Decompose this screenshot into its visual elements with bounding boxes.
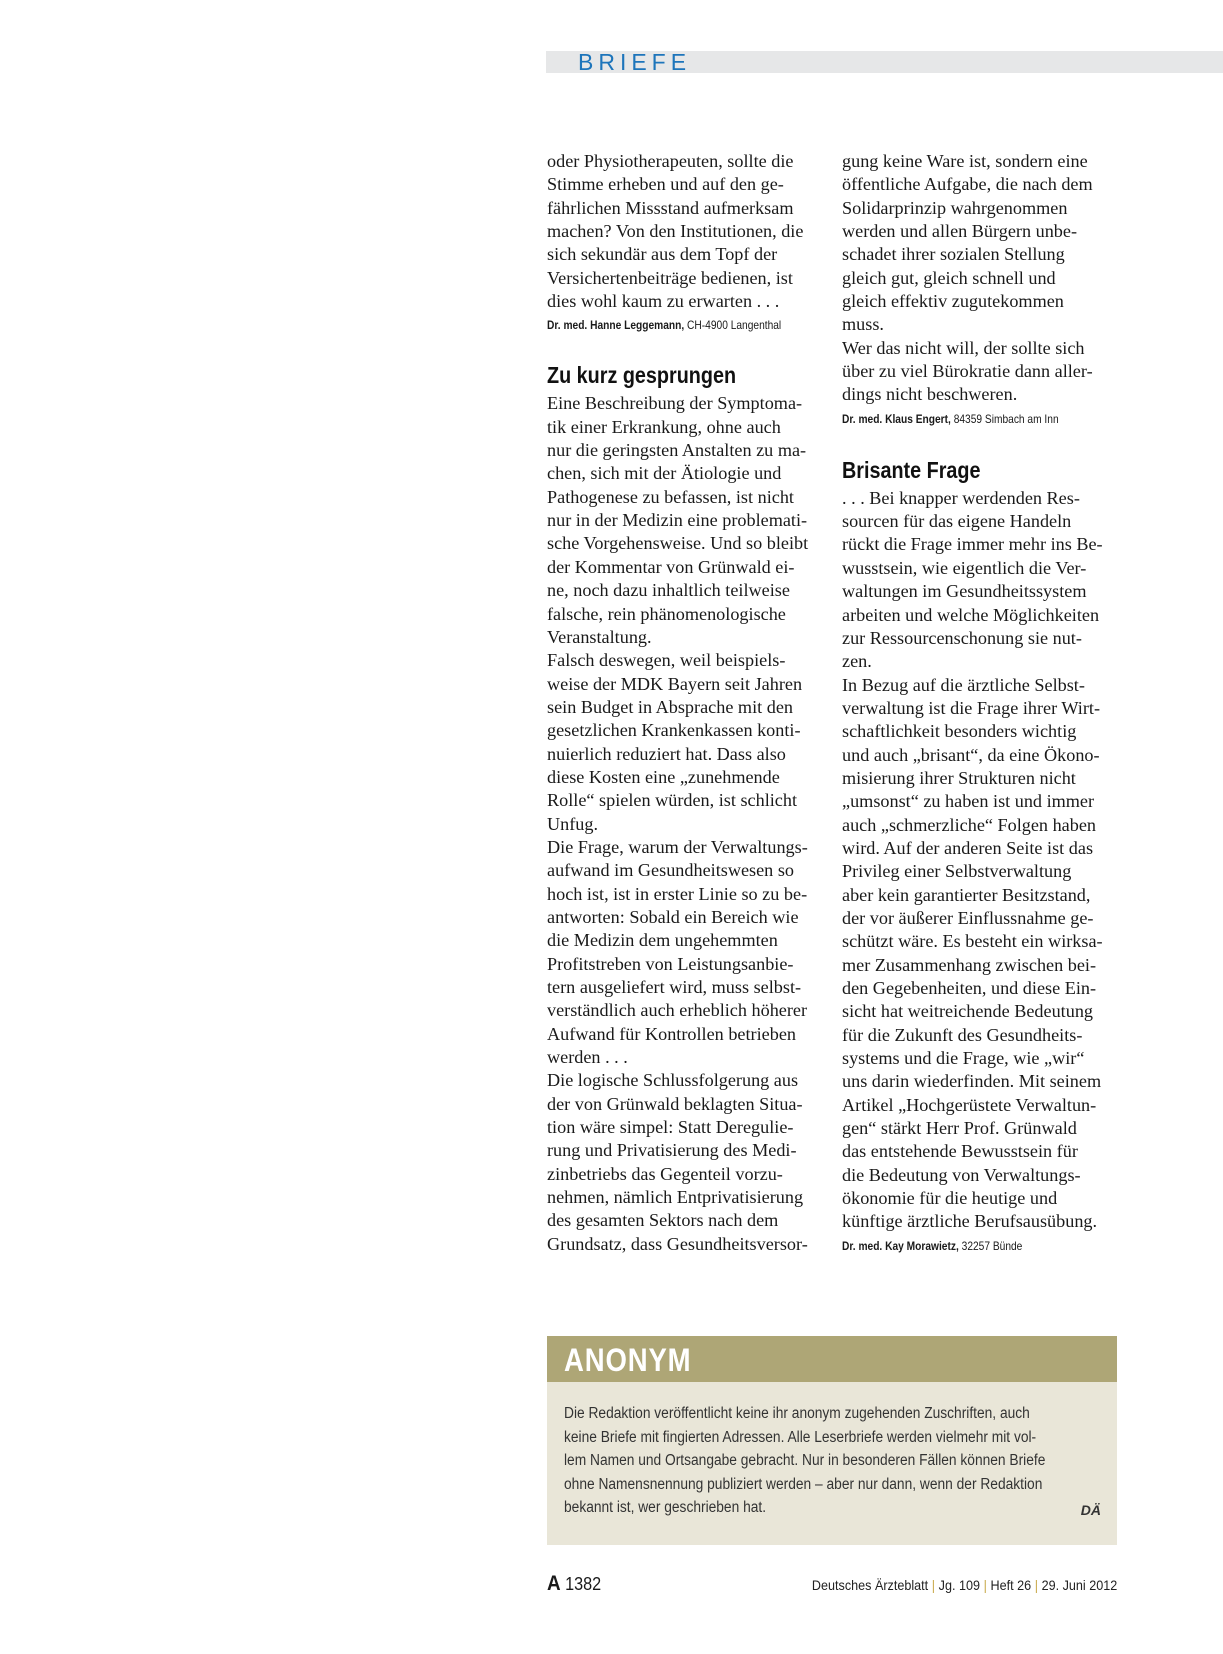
text-line: sicht hat weitreichende Bedeutung [842,1001,1094,1022]
page-number [547,1573,601,1595]
text-line: aber kein garantierter Besitzstand, [842,884,1091,905]
text-line: Stimme erheben und auf den ge- [547,174,784,195]
text-line: fährlichen Missstand aufmerksam [547,197,794,218]
text-line: werden . . . [547,1047,628,1068]
signature-place: 32257 Bünde [958,1239,1023,1253]
text-line: gung keine Ware ist, sondern eine [842,151,1088,171]
anonym-box-header [547,1336,1117,1382]
journal-volume: Jg. 109 [938,1577,980,1593]
text-line: weise der MDK Bayern seit Jahren [547,673,803,694]
text-line: sourcen für das eigene Handeln [842,511,1072,532]
intro-text [547,150,822,313]
text-line: chen, sich mit der Ätiologie und [547,463,782,484]
text-line: Eine Beschreibung der Symptoma- [547,393,803,414]
signature-name: Dr. med. Kay Morawietz, [842,1239,959,1253]
section-label: BRIEFE [578,49,692,75]
text-line: In Bezug auf die ärztliche Selbst- [842,674,1085,695]
text-line: systems und die Frage, wie „wir“ [842,1048,1085,1069]
text-line: werden und allen Bürgern unbe- [842,221,1078,242]
text-line: wird. Auf der anderen Seite ist das [842,837,1094,858]
text-line: rückt die Frage immer mehr ins Be- [842,534,1103,555]
text-line: misierung ihrer Strukturen nicht [842,767,1076,788]
text-line: arbeiten und welche Möglichkeiten [842,604,1100,625]
anonym-box-text [564,1402,1114,1520]
page-number-value: 1382 [560,1574,602,1594]
signature-place: CH-4900 Langenthal [684,319,782,333]
text-line: Aufwand für Kontrollen betrieben [547,1023,796,1044]
text-line: falsche, rein phänomenologische [547,603,786,624]
text-line: dings nicht beschweren. [842,384,1018,405]
text-line: schadet ihrer sozialen Stellung [842,244,1065,265]
text-line: verwaltung ist die Frage ihrer Wirt- [842,697,1101,718]
text-line: Unfug. [547,813,599,834]
journal-name: Deutsches Ärzteblatt [811,1577,928,1593]
text-line: rung und Privatisierung des Medi- [547,1140,797,1161]
text-line: „umsonst“ zu haben ist und immer [842,791,1095,812]
text-line: ökonomie für die heutige und [842,1188,1058,1209]
text-line: tern ausgeliefert wird, muss selbst- [547,977,802,997]
text-line: Die Frage, warum der Verwaltungs- [547,836,808,857]
text-line: keine Briefe mit fingierten Adressen. Alle Leserbriefe werden vielmehr mit vol- [564,1428,1037,1446]
text-line: verständlich auch erheblich höherer [547,1000,808,1021]
text-line: Falsch deswegen, weil beispiels- [547,650,786,671]
letter-body-right [842,487,1123,1234]
text-line: öffentliche Aufgabe, die nach dem [842,174,1093,195]
signature-morawietz [842,1239,1089,1255]
text-line: ne, noch dazu inhaltlich teilweise [547,580,790,601]
text-line: ohne Namensnennung publiziert werden – aber nur dann, wenn der Redaktion [564,1475,1043,1493]
text-line: diese Kosten eine „zunehmende [547,766,780,787]
text-line: der von Grünwald beklagten Situa- [547,1093,803,1114]
text-line: nehmen, nämlich Entprivatisierung [547,1187,804,1208]
separator: | [983,1577,987,1593]
text-line: Profitstreben von Leistungsanbie- [547,953,794,974]
text-line: mer Zusammenhang zwischen bei- [842,954,1097,975]
text-line: Versichertenbeiträge bedienen, ist [547,267,793,288]
signature-leggemann [547,318,789,334]
separator: | [931,1577,935,1593]
text-line: aufwand im Gesundheitswesen so [547,860,794,881]
text-line: Veranstaltung. [547,626,652,647]
separator: | [1034,1577,1038,1593]
text-line: uns darin wiederfinden. Mit seinem [842,1071,1102,1092]
text-line: und auch „brisant“, da eine Ökono- [842,744,1100,765]
text-line: über zu viel Bürokratie dann aller- [842,361,1093,382]
text-line: der Kommentar von Grünwald ei- [547,556,795,577]
text-line: sein Budget in Absprache mit den [547,696,793,717]
heading-zu-kurz-gesprungen: Zu kurz gesprungen [547,362,737,389]
signature-name: Dr. med. Hanne Leggemann, [547,319,685,333]
text-line: gleich gut, gleich schnell und [842,267,1056,288]
text-line: Solidarprinzip wahrgenommen [842,197,1068,218]
text-line: Die logische Schlussfolgerung aus [547,1070,799,1091]
text-line: auch „schmerzliche“ Folgen haben [842,814,1097,835]
text-line: muss. [842,314,884,335]
text-line: Wer das nicht will, der sollte sich [842,337,1085,358]
text-line: tion wäre simpel: Statt Deregulie- [547,1117,794,1138]
text-line: schützt wäre. Es besteht ein wirksa- [842,931,1103,952]
journal-date: 29. Juni 2012 [1041,1577,1117,1593]
text-line: tik einer Erkrankung, ohne auch [547,416,781,437]
text-line: Pathogenese zu befassen, ist nicht [547,486,794,507]
anonym-box-title: ANONYM [564,1342,692,1378]
text-line: wusstsein, wie eigentlich die Ver- [842,557,1087,578]
text-line: hoch ist, ist in erster Linie so zu be- [547,883,808,904]
anonym-notice-box [547,1336,1117,1545]
text-line: waltungen im Gesundheitssystem [842,581,1087,602]
letter-body-left [547,392,822,1256]
text-line: nur in der Medizin eine problemati- [547,510,808,531]
text-line: sche Vorgehensweise. Und so bleibt [547,533,809,554]
signature-place: 84359 Simbach am Inn [950,412,1059,426]
anonym-box-tag: DÄ [1080,1502,1101,1518]
text-line: das entstehende Bewusstsein für [842,1141,1078,1162]
text-line: dies wohl kaum zu erwarten . . . [547,291,780,312]
text-line: machen? Von den Institutionen, die [547,221,804,242]
text-line: nuierlich reduziert hat. Dass also [547,743,786,764]
text-line: gesetzlichen Krankenkassen konti- [547,720,801,741]
page-prefix: A [547,1572,561,1595]
text-line: des gesamten Sektors nach dem [547,1210,779,1231]
text-line: schaftlichkeit besonders wichtig [842,721,1077,742]
text-line: bekannt ist, wer geschrieben hat. [564,1499,767,1516]
text-line: nur die geringsten Anstalten zu ma- [547,440,807,461]
text-line: der vor äußerer Einflussnahme ge- [842,907,1094,928]
letter-continuation [842,150,1123,407]
text-line: künftige ärztliche Berufsausübung. [842,1211,1098,1232]
journal-info [812,1576,1117,1594]
text-line: zur Ressourcenschonung sie nut- [842,627,1082,648]
left-column [547,150,822,1256]
text-line: Artikel „Hochgerüstete Verwaltun- [842,1094,1097,1115]
text-line: die Bedeutung von Verwaltungs- [842,1164,1081,1185]
signature-name: Dr. med. Klaus Engert, [842,412,951,426]
signature-engert [842,412,1089,428]
text-line: zinbetriebs das Gegenteil vorzu- [547,1163,783,1184]
journal-issue: Heft 26 [990,1577,1031,1593]
text-line: . . . Bei knapper werdenden Res- [842,487,1080,508]
text-line: antworten: Sobald ein Bereich wie [547,906,799,927]
text-line: sich sekundär aus dem Topf der [547,244,778,265]
text-line: zen. [842,651,872,672]
text-line: den Gegebenheiten, und diese Ein- [842,978,1097,998]
text-line: die Medizin dem ungehemmten [547,930,778,951]
text-line: oder Physiotherapeuten, sollte die [547,151,794,171]
text-line: Privileg einer Selbstverwaltung [842,861,1072,882]
text-line: Die Redaktion veröffentlicht keine ihr anonym zugehenden Zuschriften, auch [564,1405,1030,1422]
text-line: Grundsatz, dass Gesundheitsversor- [547,1233,808,1254]
text-line: lem Namen und Ortsangabe gebracht. Nur in besonderen Fällen können Briefe [564,1452,1046,1469]
text-line: gen“ stärkt Herr Prof. Grünwald [842,1118,1077,1139]
text-line: gleich effektiv zugutekommen [842,291,1064,312]
heading-brisante-frage: Brisante Frage [842,456,981,483]
right-column [842,150,1123,1255]
text-line: Rolle“ spielen würden, ist schlicht [547,790,798,811]
text-line: für die Zukunft des Gesundheits- [842,1024,1083,1045]
